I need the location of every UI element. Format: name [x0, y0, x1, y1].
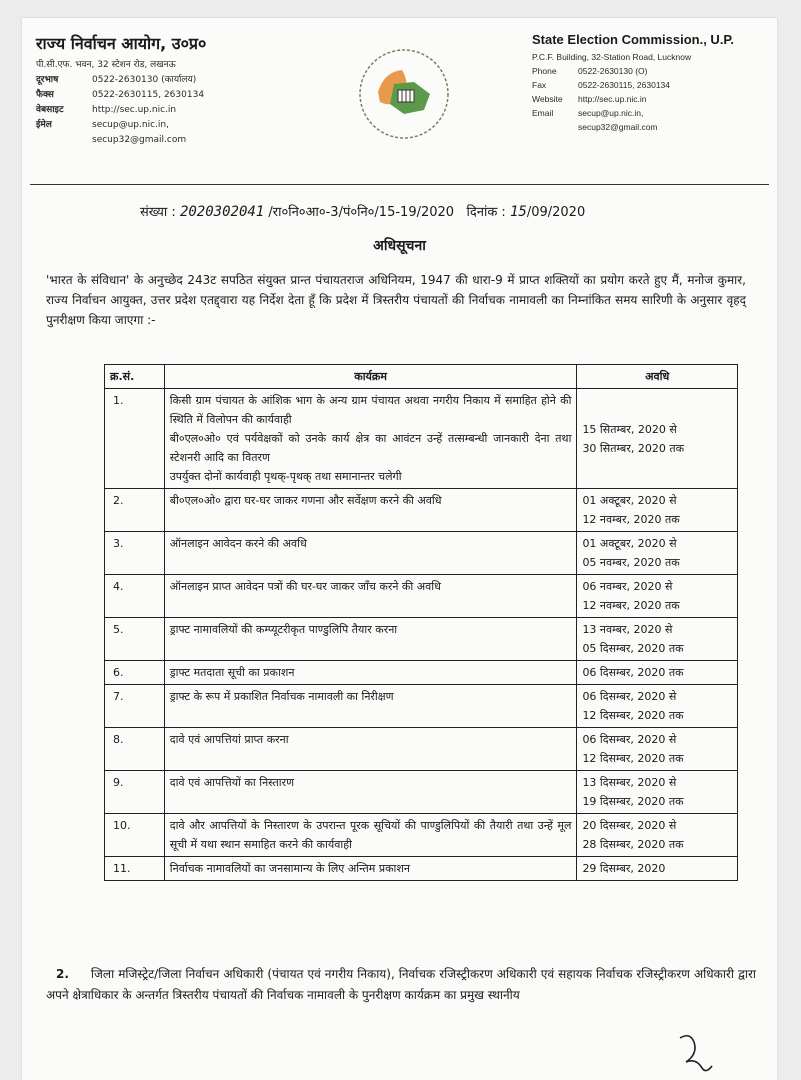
reference-line: [140, 202, 585, 220]
contact-value: 0522-2630130 (O): [578, 66, 648, 76]
letterhead-divider: [30, 184, 769, 185]
period-start: 06 दिसम्बर, 2020 तक: [582, 666, 684, 679]
address-hindi: पी.सी.एफ. भवन, 32 स्टेशन रोड, लखनऊ: [36, 60, 176, 70]
period-start: 29 दिसम्बर, 2020: [582, 862, 666, 875]
row-program: ड्राफ्ट नामावलियों की कम्प्यूटरीकृत पाण्डुलिपि तैयार करना: [164, 618, 577, 661]
contact-row: [532, 78, 772, 92]
period-end: 05 नवम्बर, 2020 तक: [582, 556, 680, 569]
date-rest: /09/2020: [526, 205, 586, 220]
period-start: 06 नवम्बर, 2020 से: [582, 580, 673, 593]
period-start: 01 अक्टूबर, 2020 से: [582, 537, 677, 550]
table-row: [105, 857, 738, 881]
row-sno: 3.: [105, 532, 165, 575]
footer-paragraph: [46, 964, 756, 1006]
row-period: [577, 661, 738, 685]
contact-value: secup32@gmail.com: [578, 122, 658, 132]
program-line: बी०एल०ओ० एवं पर्यवेक्षकों को उनके कार्य क्षेत्र का आवंटन उन्हें तत्सम्बन्धी जानकारी देना तथा स्टेशनरी आदि का वितरण: [169, 432, 572, 464]
header-sno: क्र.सं.: [105, 365, 165, 389]
program-line: उपर्युक्त दोनों कार्यवाही पृथक्-पृथक् तथा समानान्तर चलेगी: [169, 470, 402, 483]
period-end: 12 दिसम्बर, 2020 तक: [582, 752, 684, 765]
table-row: [105, 771, 738, 814]
row-period: [577, 532, 738, 575]
row-period: [577, 575, 738, 618]
contact-row: [36, 118, 336, 133]
row-period: [577, 685, 738, 728]
contact-value: http://sec.up.nic.in: [578, 94, 647, 104]
row-sno: 8.: [105, 728, 165, 771]
row-program: बी०एल०ओ० द्वारा घर-घर जाकर गणना और सर्वेक्षण करने की अवधि: [164, 489, 577, 532]
signature-mark-icon: [672, 1028, 722, 1078]
table-row: [105, 661, 738, 685]
contact-row: [532, 106, 772, 120]
row-sno: 4.: [105, 575, 165, 618]
letterhead-hindi: [36, 32, 336, 148]
contact-label: Email: [532, 108, 554, 118]
org-name-hindi: राज्य निर्वाचन आयोग, उ०प्र०: [36, 34, 207, 53]
row-program: [164, 389, 577, 489]
period-end: 12 दिसम्बर, 2020 तक: [582, 709, 684, 722]
row-sno: 11.: [105, 857, 165, 881]
contact-row: [532, 64, 772, 78]
period-end: 12 नवम्बर, 2020 तक: [582, 599, 680, 612]
schedule-table: [104, 364, 738, 881]
row-sno: 2.: [105, 489, 165, 532]
contact-row: [532, 92, 772, 106]
notification-page: [22, 18, 777, 1080]
row-period: [577, 389, 738, 489]
contact-label: Phone: [532, 66, 557, 76]
table-row: [105, 728, 738, 771]
program-line: किसी ग्राम पंचायत के आंशिक भाग के अन्य ग्राम पंचायत अथवा नगरीय निकाय में समाहित होने की स्थिति में विलोपन की कार्यवाही: [169, 394, 572, 426]
row-program: ड्राफ्ट के रूप में प्रकाशित निर्वाचक नामावली का निरीक्षण: [164, 685, 577, 728]
contact-label: Website: [532, 94, 563, 104]
address-english: P.C.F. Building, 32-Station Road, Lucknow: [532, 52, 692, 62]
contact-row: [36, 133, 336, 148]
table-row: [105, 814, 738, 857]
intro-paragraph: 'भारत के संविधान' के अनुच्छेद 243ट सपठित संयुक्त प्रान्त पंचायतराज अधिनियम, 1947 की धारा-9 में प्राप्त शक्तियों का प्रयोग करते हुए मैं, मनोज कुमार, राज्य निर्वाचन आयुक्त, उत्तर प्रदेश एतद्द्वारा यह निर्देश देता हूँ कि प्रदेश में त्रिस्तरीय पंचायतों की निर्वाचक नामावली का निम्नांकित समय सारिणी के अनुसार वृहद् पुनरीक्षण किया जाएगा :-: [46, 273, 746, 327]
contact-value: secup32@gmail.com: [92, 135, 187, 145]
row-program: ड्राफ्ट मतदाता सूची का प्रकाशन: [164, 661, 577, 685]
period-start: 13 नवम्बर, 2020 से: [582, 623, 673, 636]
contact-value: http://sec.up.nic.in: [92, 105, 177, 115]
header-program: कार्यक्रम: [164, 365, 577, 389]
reference-number: 2020302041: [179, 204, 265, 220]
row-period: [577, 489, 738, 532]
contact-label: फैक्स: [36, 90, 54, 100]
period-end: 28 दिसम्बर, 2020 तक: [582, 838, 684, 851]
row-sno: 7.: [105, 685, 165, 728]
period-end: 19 दिसम्बर, 2020 तक: [582, 795, 684, 808]
period-start: 01 अक्टूबर, 2020 से: [582, 494, 677, 507]
reference-suffix: /रा०नि०आ०-3/पं०नि०/15-19/2020: [268, 205, 455, 220]
date-label: दिनांक :: [466, 205, 506, 220]
period-end: 30 सितम्बर, 2020 तक: [582, 441, 685, 455]
contact-value: 0522-2630115, 2630134: [92, 90, 205, 100]
letterhead-english: [532, 32, 772, 134]
row-program: निर्वाचक नामावलियों का जनसामान्य के लिए अन्तिम प्रकाशन: [164, 857, 577, 881]
period-start: 20 दिसम्बर, 2020 से: [582, 819, 677, 832]
contact-value: 0522-2630115, 2630134: [578, 80, 671, 90]
contact-value: secup@up.nic.in,: [578, 108, 644, 118]
row-period: [577, 814, 738, 857]
paragraph-number: 2.: [56, 967, 69, 981]
header-period: अवधि: [577, 365, 738, 389]
row-sno: 9.: [105, 771, 165, 814]
table-row: [105, 489, 738, 532]
row-period: [577, 618, 738, 661]
table-header-row: [105, 365, 738, 389]
row-sno: 5.: [105, 618, 165, 661]
table-row: [105, 389, 738, 489]
row-period: [577, 728, 738, 771]
table-row: [105, 532, 738, 575]
contact-row: [36, 88, 336, 103]
row-period: [577, 771, 738, 814]
contact-row: [36, 103, 336, 118]
period-start: 15 सितम्बर, 2020 से: [582, 422, 677, 436]
period-start: 13 दिसम्बर, 2020 से: [582, 776, 677, 789]
contact-label: दूरभाष: [36, 75, 59, 85]
row-sno: 6.: [105, 661, 165, 685]
row-sno: 1.: [105, 389, 165, 489]
contact-label: Fax: [532, 80, 547, 90]
contact-value: secup@up.nic.in,: [92, 120, 169, 130]
contact-label: वेबसाइट: [36, 105, 64, 115]
org-name-english: State Election Commission., U.P.: [532, 32, 735, 47]
reference-label: संख्या :: [140, 205, 176, 220]
table-row: [105, 575, 738, 618]
contact-label: ईमेल: [36, 120, 52, 130]
contact-row: [36, 73, 336, 88]
period-end: 05 दिसम्बर, 2020 तक: [582, 642, 684, 655]
row-sno: 10.: [105, 814, 165, 857]
paragraph-text: जिला मजिस्ट्रेट/जिला निर्वाचन अधिकारी (पंचायत एवं नगरीय निकाय), निर्वाचक रजिस्ट्रीकरण अधिकारी एवं सहायक निर्वाचक रजिस्ट्रीकरण अधिकारी द्वारा अपने क्षेत्राधिकार के अन्तर्गत त्रिस्तरीय पंचायतों की निर्वाचक नामावली के पुनरीक्षण कार्यक्रम का प्रमुख स्थानीय: [46, 967, 756, 1002]
row-program: ऑनलाइन प्राप्त आवेदन पत्रों की घर-घर जाकर जाँच करने की अवधि: [164, 575, 577, 618]
date-day: 15: [509, 204, 527, 220]
period-end: 12 नवम्बर, 2020 तक: [582, 513, 680, 526]
table-row: [105, 618, 738, 661]
table-row: [105, 685, 738, 728]
row-program: दावे और आपत्तियों के निस्तारण के उपरान्त पूरक सूचियों की पाण्डुलिपियों की तैयारी तथा उन्हें मूल सूची में यथा स्थान समाहित करने की कार्यवाही: [164, 814, 577, 857]
contact-value: 0522-2630130 (कार्यालय): [92, 75, 197, 85]
document-title: अधिसूचना: [373, 238, 426, 254]
period-start: 06 दिसम्बर, 2020 से: [582, 690, 677, 703]
row-program: दावे एवं आपत्तियों का निस्तारण: [164, 771, 577, 814]
state-election-commission-seal-icon: [344, 32, 464, 172]
row-program: ऑनलाइन आवेदन करने की अवधि: [164, 532, 577, 575]
contact-row: [532, 120, 772, 134]
row-period: [577, 857, 738, 881]
row-program: दावे एवं आपत्तियां प्राप्त करना: [164, 728, 577, 771]
period-start: 06 दिसम्बर, 2020 से: [582, 733, 677, 746]
